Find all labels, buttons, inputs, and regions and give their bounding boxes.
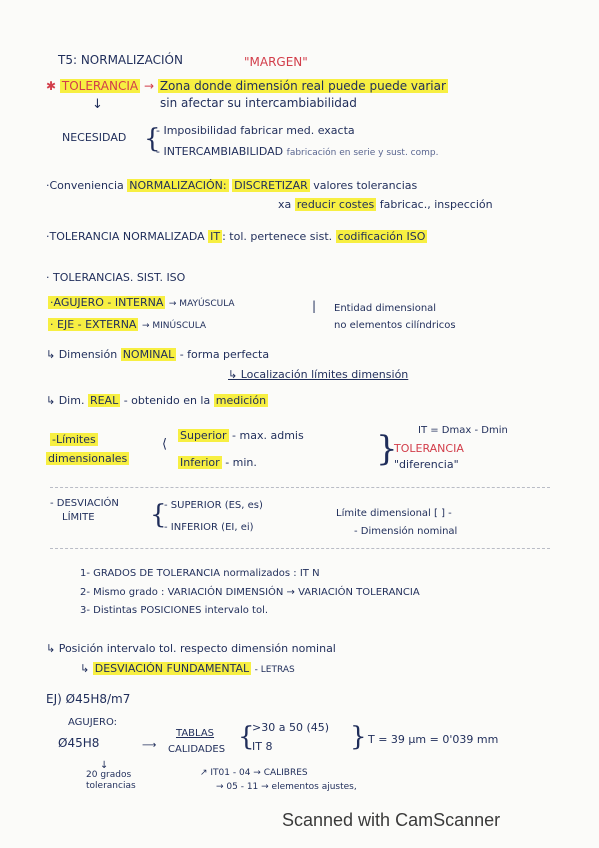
tolerancia-red-label: TOLERANCIA <box>394 442 464 455</box>
superior-label: Superior <box>180 429 227 442</box>
example-brace-icon: { <box>238 722 255 752</box>
it8-text: IT 8 <box>252 740 273 753</box>
reducir-costes-label: reducir costes <box>296 198 375 211</box>
agujero-example-label: AGUJERO: <box>68 717 118 728</box>
letras-text: - LETRAS <box>254 665 295 675</box>
dimension-nominal-text: - Dimensión nominal <box>354 526 458 537</box>
tolerancia-line <box>46 80 448 94</box>
eje-line <box>48 319 206 332</box>
arrow-icon: → <box>143 79 154 93</box>
divider-line <box>50 487 550 488</box>
posicion-text: ↳ Posición intervalo tol. respecto dimensión nominal <box>46 642 336 655</box>
nominal-label: NOMINAL <box>122 348 175 361</box>
desviacion-fundamental-line <box>80 663 295 676</box>
minuscula-text: → MINÚSCULA <box>141 321 207 331</box>
medicion-label: medición <box>215 394 267 407</box>
limite-dimensional-text: Límite dimensional [ ] - <box>336 508 452 519</box>
localizacion-text: ↳ Localización límites dimensión <box>228 368 409 381</box>
necesidad-label: NECESIDAD <box>62 131 127 144</box>
example-heading: EJ) Ø45H8/m7 <box>46 692 131 706</box>
tn-text-2: : tol. pertenece sist. <box>222 230 333 243</box>
fabricacion-text: fabricac., inspección <box>379 198 493 211</box>
max-admis-text: - max. admis <box>232 429 304 442</box>
agujero-line <box>48 297 235 310</box>
list-item-3: 3- Distintas POSICIONES intervalo tol. <box>80 605 269 616</box>
limite-label: LÍMITE <box>62 512 95 523</box>
tolerancias-sist-iso-heading: · TOLERANCIAS. SIST. ISO <box>46 271 186 284</box>
divider-line-2 <box>50 548 550 549</box>
dim-text: ↳ Dim. <box>46 394 85 407</box>
list-item-1: 1- GRADOS DE TOLERANCIA normalizados : IT N <box>80 568 320 579</box>
obtenido-text: - obtenido en la <box>123 394 211 407</box>
desviacion-superior: - SUPERIOR (ES, es) <box>164 500 263 511</box>
agujero-label: ·AGUJERO - INTERNA <box>50 296 164 309</box>
inferior-label: Inferior <box>180 456 220 469</box>
valores-text: valores tolerancias <box>313 179 418 192</box>
down-arrow-icon: ↓ <box>92 97 103 112</box>
mayuscula-text: → MAYÚSCULA <box>168 299 235 309</box>
it01-text: ↗ IT01 - 04 → CALIBRES <box>200 768 308 778</box>
arrow-right-icon: ⟶ <box>142 740 157 751</box>
it05-text: → 05 - 11 → elementos ajustes, <box>216 782 357 792</box>
dimension-text: ↳ Dimensión <box>46 348 118 361</box>
real-label: REAL <box>89 394 119 407</box>
it-label: IT <box>210 230 221 243</box>
margen-note: "MARGEN" <box>244 55 308 69</box>
intercambiabilidad-note: fabricación en serie y sust. comp. <box>286 148 439 158</box>
necesidad-item-1: - Imposibilidad fabricar med. exacta <box>156 124 355 137</box>
superior-line <box>178 430 304 443</box>
necesidad-item-2 <box>156 146 438 159</box>
forma-perfecta-text: - forma perfecta <box>179 348 270 361</box>
tablas-label: TABLAS <box>176 728 215 739</box>
right-brace-icon: } <box>376 429 398 469</box>
conveniencia-line-2 <box>278 199 493 212</box>
it-equation: IT = Dmax - Dmin <box>418 425 508 436</box>
normalizacion-label: NORMALIZACIÓN: <box>129 179 227 192</box>
tolerancia-definition: Zona donde dimensión real puede puede variar <box>159 79 446 93</box>
dimensionales-label <box>46 453 129 466</box>
diferencia-text: "diferencia" <box>394 458 459 471</box>
xa-text: xa <box>278 198 292 211</box>
tolerancia-definition-2: sin afectar su intercambiabilidad <box>160 96 357 110</box>
eje-label: · EJE - EXTERNA <box>50 318 137 331</box>
camscanner-footer: Scanned with CamScanner <box>282 810 501 830</box>
grados-text: 20 grados <box>86 770 132 780</box>
inferior-line <box>178 457 257 470</box>
entidad-text-2: no elementos cilíndricos <box>334 320 456 331</box>
branch-icon: ⟨ <box>162 437 168 452</box>
range-text: >30 a 50 (45) <box>252 721 330 734</box>
page-title: T5: NORMALIZACIÓN <box>58 53 183 67</box>
arrow-icon-2: ↳ <box>80 662 90 675</box>
limites-text: -Límites <box>52 433 96 446</box>
tolerancia-label: TOLERANCIA <box>61 79 139 93</box>
entidad-text-1: Entidad dimensional <box>334 303 437 314</box>
conveniencia-text: ·Conveniencia <box>46 179 124 192</box>
codificacion-iso-label: codificación ISO <box>337 230 426 243</box>
list-item-2: 2- Mismo grado : VARIACIÓN DIMENSIÓN → VARIACIÓN TOLERANCIA <box>80 587 420 598</box>
discretizar-label: DISCRETIZAR <box>234 179 308 192</box>
brace-icon: { <box>144 124 161 154</box>
calidades-label: CALIDADES <box>168 744 226 755</box>
dimensionales-text: dimensionales <box>48 452 128 465</box>
o45h8-text: Ø45H8 <box>58 736 100 750</box>
example-right-brace-icon: } <box>350 722 367 752</box>
min-text: - min. <box>225 456 257 469</box>
tolerancia-normalizada-line <box>46 231 427 244</box>
desv-brace-icon: { <box>150 500 167 530</box>
star-icon: ✱ <box>46 79 57 93</box>
desviacion-fundamental-label: DESVIACIÓN FUNDAMENTAL <box>94 662 250 675</box>
tolerance-result: T = 39 μm = 0'039 mm <box>368 733 499 746</box>
tolerancias-text: tolerancias <box>86 781 136 791</box>
tn-text: ·TOLERANCIA NORMALIZADA <box>46 230 205 243</box>
dimension-real-line <box>46 395 268 408</box>
intercambiabilidad-label: - INTERCAMBIABILIDAD <box>156 145 284 158</box>
desviacion-inferior: - INFERIOR (EI, ei) <box>164 522 254 533</box>
desviacion-label: - DESVIACIÓN <box>50 498 119 509</box>
bracket-icon: | <box>312 299 317 313</box>
dimension-nominal-line <box>46 349 269 362</box>
limites-label <box>50 434 98 447</box>
conveniencia-line <box>46 180 417 193</box>
small-down-arrow-icon: ↓ <box>100 760 109 771</box>
